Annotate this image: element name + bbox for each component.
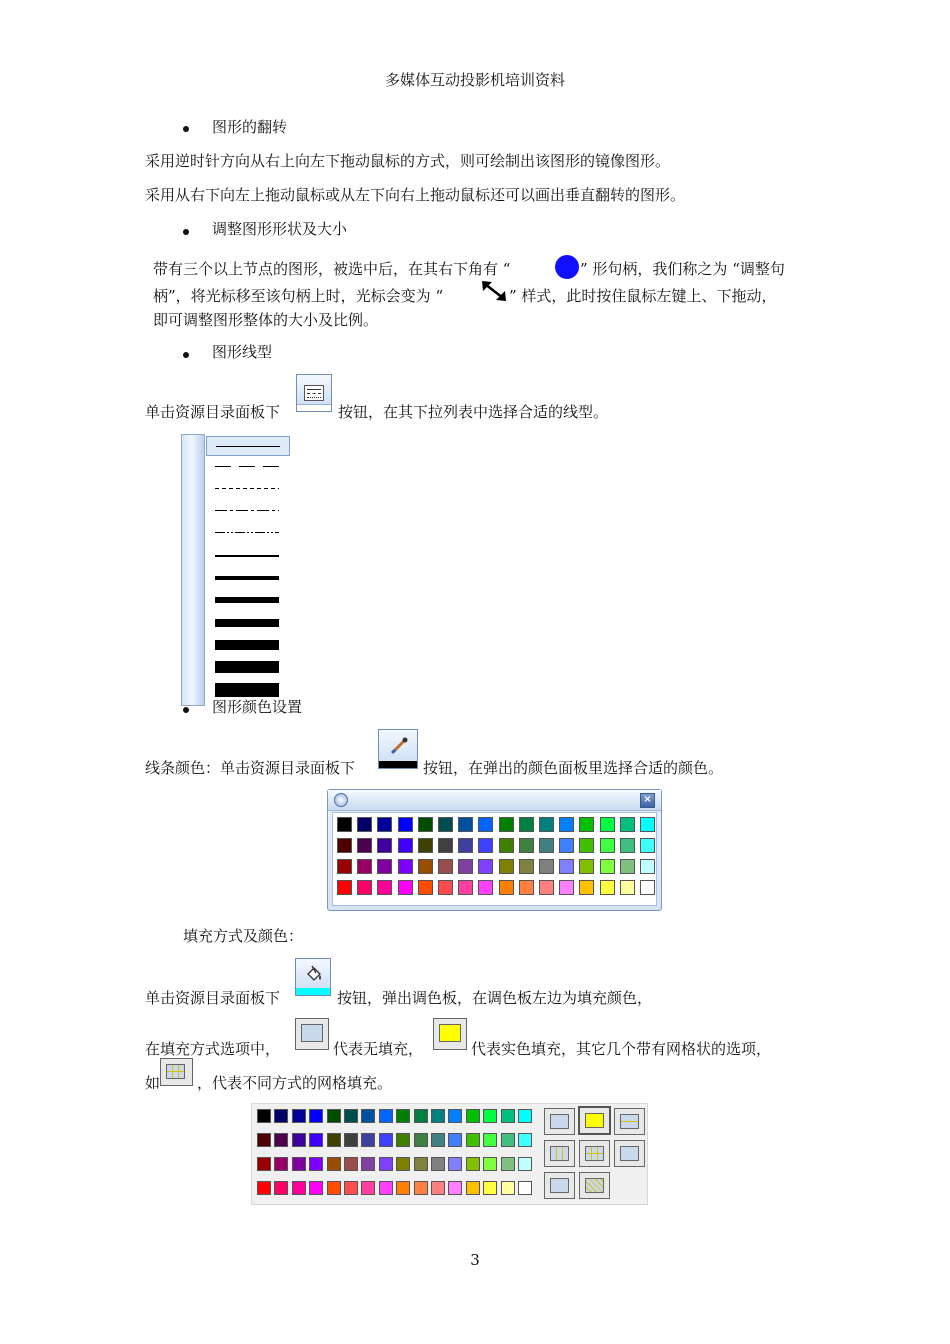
color-swatch[interactable] (396, 1109, 410, 1123)
color-swatch[interactable] (337, 817, 352, 832)
color-swatch[interactable] (327, 1181, 341, 1195)
color-swatch[interactable] (396, 1157, 410, 1171)
color-swatch[interactable] (361, 1109, 375, 1123)
color-swatch[interactable] (274, 1109, 288, 1123)
color-swatch[interactable] (499, 817, 514, 832)
color-swatch[interactable] (559, 859, 574, 874)
color-swatch[interactable] (579, 838, 594, 853)
paragraph-line: 如 (145, 1074, 161, 1092)
color-swatch[interactable] (377, 859, 392, 874)
color-swatch[interactable] (448, 1133, 462, 1147)
line-option-width-12[interactable] (206, 657, 290, 677)
pin-icon[interactable] (334, 793, 348, 807)
paragraph-line: 带有三个以上节点的图形，被选中后，在其右下角有 “ (153, 260, 511, 278)
solid-fill-icon (439, 1024, 461, 1042)
color-swatch[interactable] (466, 1157, 480, 1171)
color-swatch[interactable] (640, 880, 655, 895)
color-swatch[interactable] (344, 1109, 358, 1123)
color-swatch[interactable] (379, 1133, 393, 1147)
color-swatch[interactable] (478, 859, 493, 874)
color-swatch[interactable] (344, 1157, 358, 1171)
list-scrollbar[interactable] (181, 434, 205, 706)
color-swatch[interactable] (327, 1133, 341, 1147)
paragraph-line: 即可调整图形整体的大小及比例。 (153, 311, 379, 329)
color-swatch[interactable] (559, 838, 574, 853)
color-swatch[interactable] (620, 838, 635, 853)
color-swatch[interactable] (344, 1181, 358, 1195)
color-swatch[interactable] (539, 859, 554, 874)
color-swatch[interactable] (309, 1181, 323, 1195)
color-swatch[interactable] (257, 1109, 271, 1123)
color-swatch[interactable] (579, 817, 594, 832)
color-swatch[interactable] (414, 1157, 428, 1171)
color-swatch[interactable] (398, 859, 413, 874)
color-swatch[interactable] (344, 1133, 358, 1147)
color-swatch[interactable] (501, 1133, 515, 1147)
paragraph: 按钮，弹出调色板，在调色板左边为填充颜色， (337, 989, 653, 1007)
color-swatch[interactable] (292, 1109, 306, 1123)
color-swatch[interactable] (396, 1133, 410, 1147)
color-swatch[interactable] (600, 859, 615, 874)
color-swatch[interactable] (414, 1133, 428, 1147)
color-swatch[interactable] (518, 1181, 532, 1195)
close-icon[interactable]: × (640, 793, 655, 808)
line-color-button[interactable] (378, 729, 418, 769)
brush-icon (389, 736, 409, 756)
color-swatch[interactable] (257, 1157, 271, 1171)
color-swatch[interactable] (483, 1109, 497, 1123)
color-swatch[interactable] (600, 880, 615, 895)
line-option-solid-thin[interactable] (206, 436, 290, 456)
fill-mode-empty-frame[interactable] (614, 1140, 645, 1167)
color-swatch[interactable] (466, 1181, 480, 1195)
line-style-button[interactable] (296, 374, 332, 412)
color-swatch[interactable] (519, 817, 534, 832)
fill-mode-solid[interactable] (578, 1106, 611, 1135)
color-swatch[interactable] (640, 859, 655, 874)
color-swatch[interactable] (466, 1133, 480, 1147)
page-number: 3 (470, 1251, 480, 1269)
color-swatch[interactable] (559, 817, 574, 832)
color-swatch[interactable] (398, 817, 413, 832)
color-swatch[interactable] (398, 880, 413, 895)
line-option-long-dash[interactable] (206, 457, 290, 477)
color-swatch[interactable] (478, 838, 493, 853)
color-swatch[interactable] (620, 859, 635, 874)
color-swatch[interactable] (292, 1133, 306, 1147)
paint-bucket-icon (304, 965, 324, 985)
palette-titlebar (328, 790, 661, 811)
color-swatch[interactable] (466, 1109, 480, 1123)
line-style-icon (304, 385, 324, 401)
paragraph: 采用从右下向左上拖动鼠标或从左下向右上拖动鼠标还可以画出垂直翻转的图形。 (145, 186, 686, 204)
color-swatch[interactable] (327, 1157, 341, 1171)
color-swatch[interactable] (414, 1181, 428, 1195)
color-swatch[interactable] (309, 1157, 323, 1171)
color-swatch[interactable] (379, 1157, 393, 1171)
line-option-dash-dot[interactable] (206, 501, 290, 521)
color-swatch[interactable] (579, 859, 594, 874)
color-swatch[interactable] (620, 880, 635, 895)
paragraph: 单击资源目录面板下 (145, 403, 281, 421)
color-swatch[interactable] (257, 1181, 271, 1195)
color-swatch[interactable] (361, 1157, 375, 1171)
color-swatch[interactable] (431, 1133, 445, 1147)
fill-mode-vertical[interactable] (544, 1140, 575, 1167)
color-swatch[interactable] (377, 817, 392, 832)
color-swatch[interactable] (396, 1181, 410, 1195)
color-swatch[interactable] (438, 838, 453, 853)
color-swatch[interactable] (418, 859, 433, 874)
color-swatch[interactable] (377, 838, 392, 853)
color-swatch[interactable] (337, 880, 352, 895)
fill-button[interactable] (295, 958, 331, 996)
grid-fill-option[interactable] (160, 1058, 193, 1086)
color-swatch[interactable] (414, 1109, 428, 1123)
paragraph-line: ” 形句柄，我们称之为 “调整句 (580, 260, 785, 278)
color-swatch[interactable] (640, 838, 655, 853)
color-swatch[interactable] (379, 1181, 393, 1195)
paragraph: 按钮，在弹出的颜色面板里选择合适的颜色。 (423, 759, 724, 777)
line-option-width-6[interactable] (206, 590, 290, 610)
paragraph-line: 柄”，将光标移至该句柄上时，光标会变为 “ (153, 287, 444, 305)
color-palette-window (327, 789, 662, 911)
fill-mode-plain[interactable] (544, 1172, 575, 1199)
color-swatch[interactable] (519, 859, 534, 874)
color-swatch[interactable] (518, 1133, 532, 1147)
color-swatch[interactable] (292, 1181, 306, 1195)
color-swatch[interactable] (379, 1109, 393, 1123)
paragraph-line: ” 样式，此时按住鼠标左键上、下拖动， (509, 287, 777, 305)
color-swatch[interactable] (499, 838, 514, 853)
color-swatch[interactable] (499, 880, 514, 895)
color-swatch[interactable] (483, 1181, 497, 1195)
color-swatch[interactable] (539, 838, 554, 853)
color-swatch[interactable] (418, 880, 433, 895)
color-swatch[interactable] (539, 817, 554, 832)
color-swatch[interactable] (518, 1109, 532, 1123)
color-swatch[interactable] (357, 859, 372, 874)
color-swatch[interactable] (431, 1109, 445, 1123)
color-swatch[interactable] (337, 838, 352, 853)
palette-swatch-grid (332, 812, 657, 906)
paragraph-line: ，代表不同方式的网格填充。 (197, 1074, 393, 1092)
paragraph-line: 在填充方式选项中， (145, 1040, 281, 1058)
bullet (183, 229, 189, 235)
paragraph: 线条颜色：单击资源目录面板下 (145, 759, 356, 777)
color-swatch[interactable] (448, 1181, 462, 1195)
color-swatch[interactable] (337, 859, 352, 874)
color-swatch[interactable] (501, 1109, 515, 1123)
color-swatch[interactable] (438, 880, 453, 895)
paragraph-line: 代表无填充， (333, 1040, 424, 1058)
color-swatch[interactable] (448, 1109, 462, 1123)
color-swatch[interactable] (431, 1181, 445, 1195)
line-option-width-2[interactable] (206, 546, 290, 566)
color-swatch[interactable] (327, 1109, 341, 1123)
color-swatch[interactable] (539, 880, 554, 895)
color-swatch[interactable] (458, 880, 473, 895)
color-swatch[interactable] (483, 1157, 497, 1171)
paragraph: 单击资源目录面板下 (145, 989, 281, 1007)
color-swatch[interactable] (458, 817, 473, 832)
page-header: 多媒体互动投影机培训资料 (384, 71, 565, 89)
color-swatch[interactable] (519, 880, 534, 895)
color-swatch[interactable] (559, 880, 574, 895)
color-swatch[interactable] (478, 880, 493, 895)
color-swatch[interactable] (501, 1181, 515, 1195)
color-swatch[interactable] (620, 817, 635, 832)
paragraph: 按钮，在其下拉列表中选择合适的线型。 (338, 403, 609, 421)
fill-palette-panel (251, 1103, 648, 1205)
color-swatch[interactable] (499, 859, 514, 874)
blue-handle-icon (555, 255, 579, 279)
line-option-width-10[interactable] (206, 635, 290, 655)
color-swatch[interactable] (309, 1109, 323, 1123)
grid-fill-icon (166, 1064, 185, 1079)
color-swatch[interactable] (640, 817, 655, 832)
color-swatch[interactable] (518, 1157, 532, 1171)
color-swatch[interactable] (357, 880, 372, 895)
section-heading-resize: 调整图形形状及大小 (212, 220, 348, 238)
fill-mode-grid[interactable] (579, 1140, 610, 1167)
paragraph: 采用逆时针方向从右上向左下拖动鼠标的方式，则可绘制出该图形的镜像图形。 (145, 152, 671, 170)
color-swatch[interactable] (478, 817, 493, 832)
color-swatch[interactable] (309, 1133, 323, 1147)
color-swatch[interactable] (257, 1133, 271, 1147)
color-swatch[interactable] (274, 1181, 288, 1195)
color-swatch[interactable] (377, 880, 392, 895)
section-heading-color: 图形颜色设置 (212, 698, 303, 716)
color-swatch[interactable] (357, 838, 372, 853)
color-swatch[interactable] (361, 1181, 375, 1195)
color-swatch[interactable] (600, 817, 615, 832)
color-swatch[interactable] (292, 1157, 306, 1171)
color-swatch[interactable] (519, 838, 534, 853)
line-option-short-dash[interactable] (206, 479, 290, 499)
color-swatch[interactable] (361, 1133, 375, 1147)
section-heading-flip: 图形的翻转 (212, 118, 288, 136)
color-swatch[interactable] (448, 1157, 462, 1171)
resize-cursor-icon (480, 279, 508, 303)
solid-fill-option[interactable] (433, 1018, 467, 1050)
color-swatch[interactable] (431, 1157, 445, 1171)
color-swatch[interactable] (458, 838, 473, 853)
color-swatch[interactable] (501, 1157, 515, 1171)
line-option-dash-dot-dot[interactable] (206, 523, 290, 543)
color-swatch[interactable] (274, 1133, 288, 1147)
section-heading-linetype: 图形线型 (212, 343, 273, 361)
color-swatch[interactable] (458, 859, 473, 874)
bullet (183, 352, 189, 358)
color-swatch[interactable] (579, 880, 594, 895)
color-swatch[interactable] (600, 838, 615, 853)
fill-mode-cross[interactable] (579, 1172, 610, 1199)
bullet (183, 126, 189, 132)
line-option-width-4[interactable] (206, 568, 290, 588)
no-fill-icon (301, 1024, 323, 1042)
color-swatch[interactable] (438, 859, 453, 874)
paragraph-line: 代表实色填充，其它几个带有网格状的选项， (471, 1040, 772, 1058)
color-swatch[interactable] (398, 838, 413, 853)
color-swatch[interactable] (274, 1157, 288, 1171)
fill-mode-horizontal[interactable] (614, 1108, 645, 1135)
color-swatch[interactable] (438, 817, 453, 832)
fill-color-grid (257, 1109, 537, 1201)
fill-mode-none[interactable] (544, 1108, 575, 1135)
no-fill-option[interactable] (295, 1018, 329, 1050)
color-swatch[interactable] (483, 1133, 497, 1147)
color-swatch[interactable] (418, 817, 433, 832)
section-heading-fill: 填充方式及颜色： (183, 927, 304, 945)
line-option-width-8[interactable] (206, 613, 290, 633)
color-swatch[interactable] (357, 817, 372, 832)
bullet (183, 707, 189, 713)
color-swatch[interactable] (418, 838, 433, 853)
